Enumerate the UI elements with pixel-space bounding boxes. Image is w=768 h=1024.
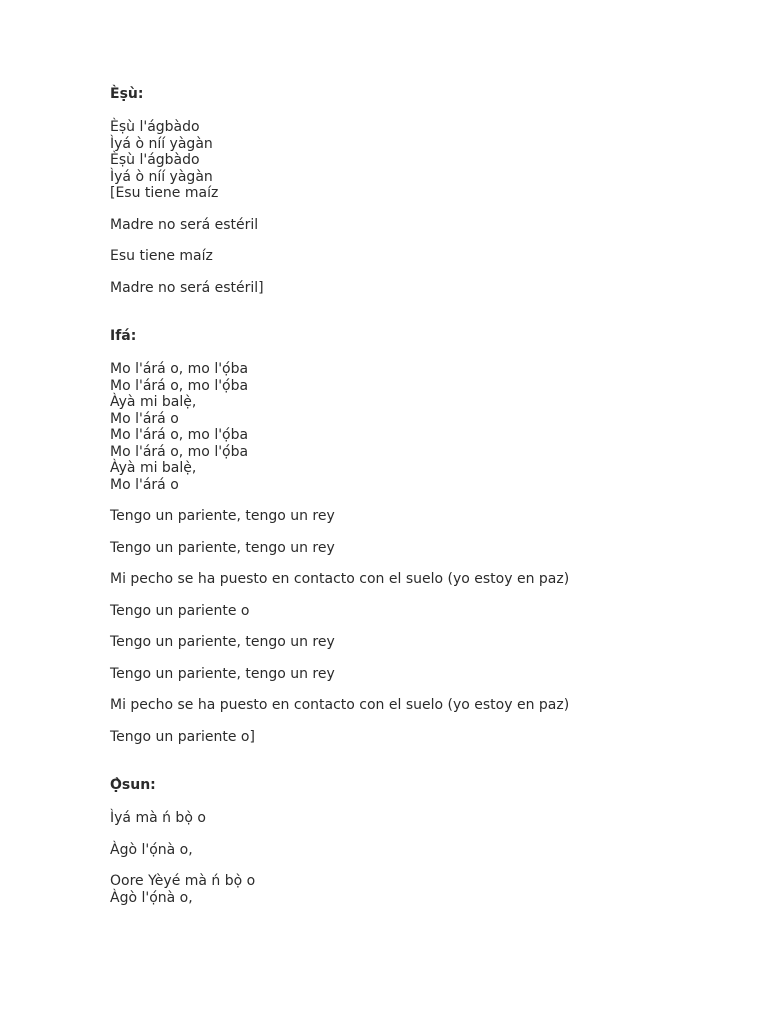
verse-line: Èṣù l'ágbàdo [110, 152, 200, 168]
verse-line: Mi pecho se ha puesto en contacto con el suelo (yo estoy en paz) [110, 571, 570, 587]
section-heading: Ọ̀sun: [110, 777, 156, 793]
verse-line: Tengo un pariente o] [110, 728, 255, 745]
document-page [110, 84, 730, 906]
verse-line: Àyà mi balẹ̀, [110, 394, 197, 410]
verse-line: Tengo un pariente o [110, 602, 250, 619]
verse-line: Èṣù l'ágbàdo [110, 119, 200, 135]
verse-line: Mo l'árá o, mo l'ọ́ba [110, 427, 249, 443]
verse-line: Tengo un pariente, tengo un rey [110, 508, 335, 524]
verse-line: Mo l'árá o [110, 410, 179, 427]
verse-line: Àgò l'ọ́nà o, [110, 841, 193, 858]
section-heading: Ifá: [110, 328, 137, 344]
verse-line: Madre no será estéril [110, 216, 259, 233]
verse-line: Madre no será estéril] [110, 279, 264, 296]
verse-line: Tengo un pariente, tengo un rey [110, 665, 335, 682]
verse-line: Mo l'árá o, mo l'ọ́ba [110, 443, 249, 460]
verse-line: Ìyá mà ń bọ̀ o [110, 810, 206, 826]
section-esu [110, 84, 730, 296]
section-heading: Èṣù: [110, 86, 144, 102]
verse-line: Mi pecho se ha puesto en contacto con el suelo (yo estoy en paz) [110, 697, 570, 713]
verse-line: Tengo un pariente, tengo un rey [110, 634, 335, 650]
verse-line: Oore Yèyé mà ń bọ̀ o [110, 873, 256, 889]
verse-line: Àgò l'ọ́nà o, [110, 889, 193, 906]
verse-line: Ìyá ò níí yàgàn [110, 168, 213, 185]
verse-line: Ìyá ò níí yàgàn [110, 135, 213, 152]
verse-line: Mo l'árá o [110, 476, 179, 493]
verse-line: Àyà mi balẹ̀, [110, 460, 197, 476]
verse-line: Tengo un pariente, tengo un rey [110, 539, 335, 556]
verse-line: Esu tiene maíz [110, 248, 213, 264]
section-ifa [110, 326, 730, 745]
verse-line: Mo l'árá o, mo l'ọ́ba [110, 361, 249, 377]
verse-line: [Esu tiene maíz [110, 185, 219, 201]
section-osun [110, 775, 730, 906]
verse-line: Mo l'árá o, mo l'ọ́ba [110, 377, 249, 394]
